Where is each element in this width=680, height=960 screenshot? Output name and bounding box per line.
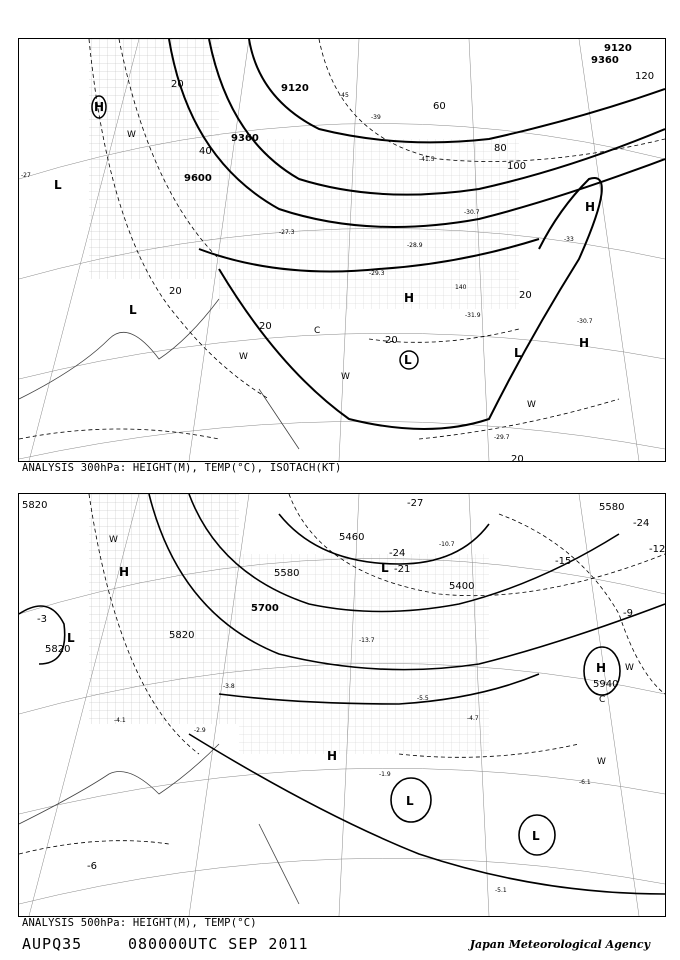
- cold-label: C: [599, 695, 606, 705]
- high-pressure-symbol: H: [94, 100, 105, 114]
- height-label: 5700: [251, 603, 279, 614]
- height-label: 5580: [599, 502, 625, 513]
- caption-500hpa: ANALYSIS 500hPa: HEIGHT(M), TEMP(°C): [22, 917, 257, 929]
- high-pressure-symbol: H: [585, 200, 596, 214]
- temp-value: -4.1: [114, 717, 126, 724]
- isotach-label: 20: [511, 454, 524, 461]
- high-pressure-symbol: H: [404, 291, 415, 305]
- height-label: 5460: [339, 532, 365, 543]
- isotach-label: 20: [385, 335, 398, 346]
- low-pressure-symbol: L: [54, 178, 62, 192]
- isotherm-label: -12: [649, 544, 665, 555]
- temp-value: -30.7: [464, 209, 480, 216]
- warm-label: W: [239, 352, 248, 362]
- height-label: 5820: [22, 500, 48, 511]
- isotherm-label: -15: [555, 556, 572, 567]
- caption-300hpa: ANALYSIS 300hPa: HEIGHT(M), TEMP(°C), ISOTACH(KT): [22, 462, 342, 474]
- isotach-label: 120: [635, 71, 655, 82]
- temp-value: -45: [339, 92, 349, 99]
- warm-label: W: [127, 130, 136, 140]
- temp-value: -10.7: [439, 541, 455, 548]
- longitude-label: 140: [455, 284, 467, 291]
- warm-label: W: [527, 400, 536, 410]
- temp-value: -29.7: [494, 434, 510, 441]
- temp-value: -4.7: [467, 715, 479, 722]
- warm-label: W: [341, 372, 350, 382]
- isotherm-label: -27: [407, 498, 424, 509]
- temp-value: -39: [371, 114, 381, 121]
- warm-label: W: [109, 535, 118, 545]
- isotherm-label: -21: [394, 564, 411, 575]
- agency-name: Japan Meteorological Agency: [469, 938, 650, 951]
- height-label: 5580: [274, 568, 300, 579]
- map-panel-300hpa: [18, 38, 666, 462]
- high-pressure-symbol: H: [327, 749, 338, 763]
- coastline-bottom: [19, 744, 299, 904]
- temp-value: -30.7: [577, 318, 593, 325]
- isotach-label: 20: [169, 286, 182, 297]
- height-label: 9360: [231, 133, 259, 144]
- warm-label: W: [597, 757, 606, 767]
- isotach-label: 20: [259, 321, 272, 332]
- height-label: 5940: [593, 679, 619, 690]
- temp-value: -27.3: [279, 229, 295, 236]
- isotach-label: 80: [494, 143, 507, 154]
- grid-area-bottom: [89, 494, 489, 754]
- isotherm-label: -24: [389, 548, 406, 559]
- temp-value: -3.8: [223, 683, 235, 690]
- temp-value: -28.9: [407, 242, 423, 249]
- temp-value: -2.9: [194, 727, 206, 734]
- chart-300hpa: [19, 39, 665, 461]
- height-label: 9360: [591, 55, 619, 66]
- isotherm-label: -3: [37, 614, 47, 625]
- temp-value: -5.5: [417, 695, 429, 702]
- height-label: 9120: [281, 83, 309, 94]
- low-pressure-symbol: L: [67, 631, 75, 645]
- isotach-label: 20: [171, 79, 184, 90]
- low-pressure-symbol: L: [532, 829, 540, 843]
- low-pressure-symbol: L: [406, 794, 414, 808]
- temp-value: -13.7: [359, 637, 375, 644]
- temp-value: -1.9: [379, 771, 391, 778]
- height-label: 9120: [604, 43, 632, 54]
- product-code: AUPQ35: [22, 935, 83, 953]
- cold-label: C: [314, 326, 321, 336]
- high-pressure-symbol: H: [596, 661, 607, 675]
- isotherm-label: -24: [633, 518, 650, 529]
- isotherm-label: -9: [623, 608, 633, 619]
- temp-value: -41.5: [419, 156, 435, 163]
- temp-value: -6.1: [579, 779, 591, 786]
- low-pressure-symbol: L: [129, 303, 137, 317]
- coastline-top: [19, 299, 299, 449]
- temp-value: -5.1: [495, 887, 507, 894]
- valid-time: 080000UTC SEP 2011: [128, 935, 309, 953]
- isotherm-label: -6: [87, 861, 97, 872]
- height-label: 9600: [184, 173, 212, 184]
- chart-500hpa: [19, 494, 665, 916]
- temp-value: -33: [564, 236, 574, 243]
- high-pressure-symbol: H: [579, 336, 590, 350]
- isotach-label: 40: [199, 146, 212, 157]
- map-panel-500hpa: [18, 493, 666, 917]
- height-label: 5820: [169, 630, 195, 641]
- height-label: 5820: [45, 644, 71, 655]
- temp-value: -27: [21, 172, 31, 179]
- isotach-label: 20: [519, 290, 532, 301]
- warm-label: W: [625, 663, 634, 673]
- isotach-label: 100: [507, 161, 527, 172]
- low-pressure-symbol: L: [404, 353, 412, 367]
- height-label: 5400: [449, 581, 475, 592]
- grid-area-top: [89, 39, 519, 309]
- temp-value: -31.9: [465, 312, 481, 319]
- high-pressure-symbol: H: [119, 565, 130, 579]
- isotach-label: 60: [433, 101, 446, 112]
- low-pressure-symbol: L: [514, 346, 522, 360]
- temp-value: -29.3: [369, 270, 385, 277]
- low-pressure-symbol: L: [381, 561, 389, 575]
